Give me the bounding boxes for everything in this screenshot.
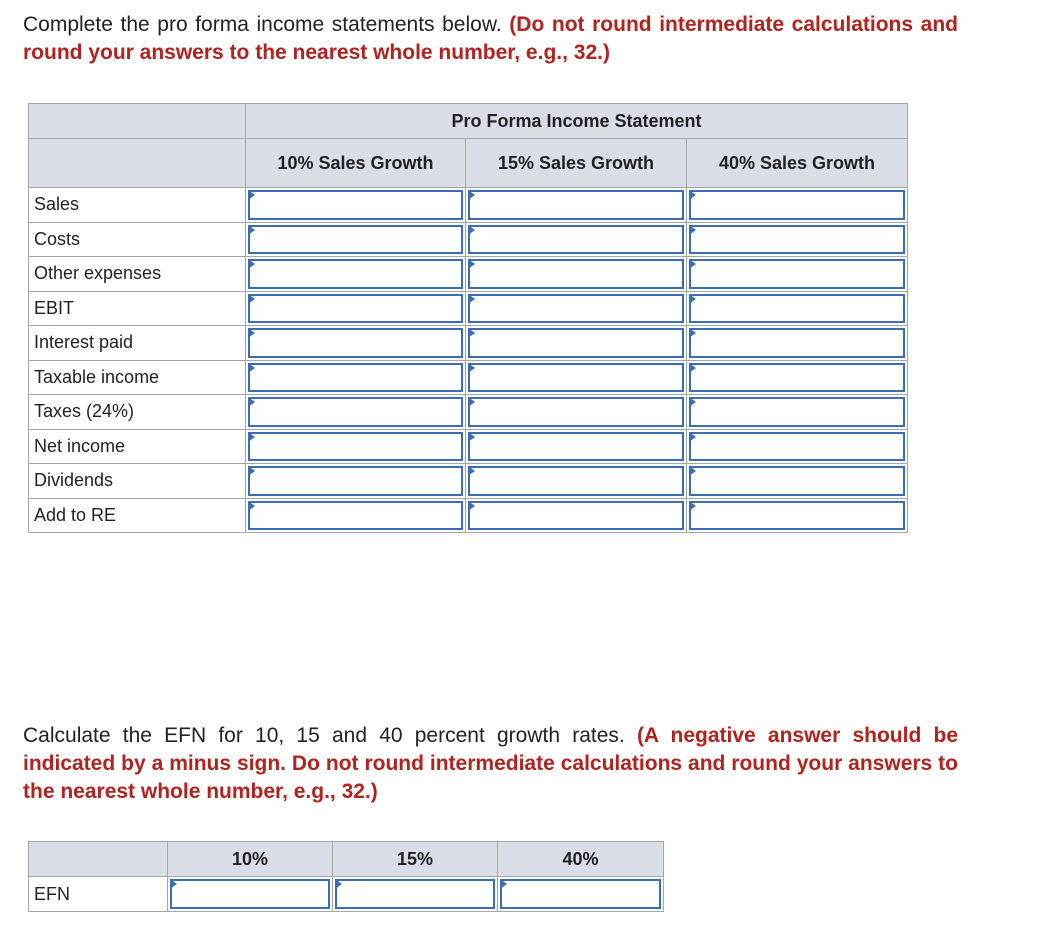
cell-add-to-re-15: [466, 498, 687, 533]
pro-forma-title: Pro Forma Income Statement: [246, 104, 908, 139]
table-row-add-to-re: [29, 498, 908, 533]
cell-interest-paid-15: [466, 326, 687, 361]
input-marker-icon: [689, 432, 696, 442]
input-marker-icon: [468, 190, 475, 200]
input-add-to-re-10[interactable]: [248, 501, 463, 531]
input-marker-icon: [468, 501, 475, 511]
input-marker-icon: [468, 225, 475, 235]
column-header-15-growth: 15% Sales Growth: [466, 139, 687, 188]
input-other-expenses-40[interactable]: [689, 259, 905, 289]
input-sales-15[interactable]: [468, 190, 684, 220]
cell-costs-10: [246, 222, 466, 257]
cell-dividends-40: [687, 464, 908, 499]
input-taxes-24-15[interactable]: [468, 397, 684, 427]
input-marker-icon: [248, 190, 255, 200]
cell-interest-paid-10: [246, 326, 466, 361]
row-label-sales: Sales: [29, 188, 246, 223]
cell-ebit-40: [687, 291, 908, 326]
input-dividends-15[interactable]: [468, 466, 684, 496]
input-marker-icon: [468, 328, 475, 338]
row-label-taxes-24: Taxes (24%): [29, 395, 246, 430]
instructions-pro-forma: [23, 11, 958, 67]
input-marker-icon: [170, 879, 177, 889]
instructions-pro-forma-text: Complete the pro forma income statements below.: [23, 13, 510, 36]
input-marker-icon: [248, 225, 255, 235]
input-marker-icon: [500, 879, 507, 889]
input-other-expenses-10[interactable]: [248, 259, 463, 289]
input-taxable-income-40[interactable]: [689, 363, 905, 393]
cell-ebit-10: [246, 291, 466, 326]
instructions-pro-forma-emphasis: (Do not round intermediate calculations and round your answers to the nearest whole number, e.g., 32.): [23, 13, 958, 64]
row-label-dividends: Dividends: [29, 464, 246, 499]
efn-cell-10: [168, 877, 333, 912]
cell-sales-10: [246, 188, 466, 223]
input-taxable-income-10[interactable]: [248, 363, 463, 393]
cell-taxes-24-40: [687, 395, 908, 430]
input-marker-icon: [689, 259, 696, 269]
table-row-other-expenses: [29, 257, 908, 292]
row-label-interest-paid: Interest paid: [29, 326, 246, 361]
cell-add-to-re-10: [246, 498, 466, 533]
input-sales-40[interactable]: [689, 190, 905, 220]
cell-sales-15: [466, 188, 687, 223]
efn-column-header-15: 15%: [333, 842, 498, 877]
input-marker-icon: [248, 501, 255, 511]
cell-net-income-15: [466, 429, 687, 464]
input-net-income-15[interactable]: [468, 432, 684, 462]
input-marker-icon: [689, 328, 696, 338]
efn-column-header-40: 40%: [498, 842, 664, 877]
cell-other-expenses-15: [466, 257, 687, 292]
input-taxable-income-15[interactable]: [468, 363, 684, 393]
input-ebit-15[interactable]: [468, 294, 684, 324]
efn-row-label: EFN: [29, 877, 168, 912]
cell-other-expenses-10: [246, 257, 466, 292]
efn-input-40[interactable]: [500, 879, 661, 909]
cell-dividends-10: [246, 464, 466, 499]
row-label-costs: Costs: [29, 222, 246, 257]
cell-other-expenses-40: [687, 257, 908, 292]
input-ebit-40[interactable]: [689, 294, 905, 324]
input-marker-icon: [248, 363, 255, 373]
table-row-costs: [29, 222, 908, 257]
input-taxes-24-10[interactable]: [248, 397, 463, 427]
instructions-efn-emphasis: (A negative answer should be indicated by a minus sign. Do not round intermediate calculations and round your answers to the nearest whole number, e.g., 32.): [23, 724, 958, 803]
cell-taxes-24-10: [246, 395, 466, 430]
efn-input-10[interactable]: [170, 879, 330, 909]
table-row-interest-paid: [29, 326, 908, 361]
pro-forma-income-table: [28, 103, 908, 533]
efn-input-15[interactable]: [335, 879, 495, 909]
input-costs-15[interactable]: [468, 225, 684, 255]
input-add-to-re-15[interactable]: [468, 501, 684, 531]
table-row-net-income: [29, 429, 908, 464]
cell-interest-paid-40: [687, 326, 908, 361]
cell-sales-40: [687, 188, 908, 223]
cell-net-income-10: [246, 429, 466, 464]
cell-taxable-income-10: [246, 360, 466, 395]
input-marker-icon: [468, 397, 475, 407]
input-marker-icon: [689, 225, 696, 235]
input-costs-10[interactable]: [248, 225, 463, 255]
input-marker-icon: [248, 328, 255, 338]
efn-cell-40: [498, 877, 664, 912]
input-net-income-10[interactable]: [248, 432, 463, 462]
table-row-ebit: [29, 291, 908, 326]
input-marker-icon: [468, 363, 475, 373]
input-taxes-24-40[interactable]: [689, 397, 905, 427]
input-marker-icon: [689, 397, 696, 407]
cell-net-income-40: [687, 429, 908, 464]
cell-ebit-15: [466, 291, 687, 326]
input-marker-icon: [468, 294, 475, 304]
cell-costs-15: [466, 222, 687, 257]
row-label-ebit: EBIT: [29, 291, 246, 326]
input-marker-icon: [689, 363, 696, 373]
table-row-dividends: [29, 464, 908, 499]
input-other-expenses-15[interactable]: [468, 259, 684, 289]
input-marker-icon: [335, 879, 342, 889]
input-add-to-re-40[interactable]: [689, 501, 905, 531]
input-dividends-40[interactable]: [689, 466, 905, 496]
table-row-sales: [29, 188, 908, 223]
input-marker-icon: [468, 259, 475, 269]
instructions-efn-text: Calculate the EFN for 10, 15 and 40 percent growth rates.: [23, 724, 637, 747]
input-ebit-10[interactable]: [248, 294, 463, 324]
input-marker-icon: [689, 190, 696, 200]
cell-add-to-re-40: [687, 498, 908, 533]
input-marker-icon: [468, 466, 475, 476]
cell-taxable-income-40: [687, 360, 908, 395]
row-label-add-to-re: Add to RE: [29, 498, 246, 533]
pro-forma-header-corner: [29, 104, 246, 139]
cell-taxable-income-15: [466, 360, 687, 395]
pro-forma-header-blank: [29, 139, 246, 188]
input-marker-icon: [468, 432, 475, 442]
table-row-taxes-24: [29, 395, 908, 430]
table-row-taxable-income: [29, 360, 908, 395]
input-marker-icon: [689, 294, 696, 304]
input-costs-40[interactable]: [689, 225, 905, 255]
input-marker-icon: [248, 432, 255, 442]
input-net-income-40[interactable]: [689, 432, 905, 462]
input-interest-paid-40[interactable]: [689, 328, 905, 358]
input-marker-icon: [248, 466, 255, 476]
input-interest-paid-10[interactable]: [248, 328, 463, 358]
cell-taxes-24-15: [466, 395, 687, 430]
input-marker-icon: [689, 466, 696, 476]
efn-table: [28, 841, 664, 912]
input-marker-icon: [248, 397, 255, 407]
column-header-40-growth: 40% Sales Growth: [687, 139, 908, 188]
input-dividends-10[interactable]: [248, 466, 463, 496]
efn-column-header-10: 10%: [168, 842, 333, 877]
row-label-other-expenses: Other expenses: [29, 257, 246, 292]
efn-header-blank: [29, 842, 168, 877]
input-marker-icon: [689, 501, 696, 511]
cell-costs-40: [687, 222, 908, 257]
efn-cell-15: [333, 877, 498, 912]
cell-dividends-15: [466, 464, 687, 499]
input-interest-paid-15[interactable]: [468, 328, 684, 358]
input-sales-10[interactable]: [248, 190, 463, 220]
row-label-taxable-income: Taxable income: [29, 360, 246, 395]
instructions-efn: [23, 722, 958, 806]
input-marker-icon: [248, 259, 255, 269]
column-header-10-growth: 10% Sales Growth: [246, 139, 466, 188]
row-label-net-income: Net income: [29, 429, 246, 464]
input-marker-icon: [248, 294, 255, 304]
